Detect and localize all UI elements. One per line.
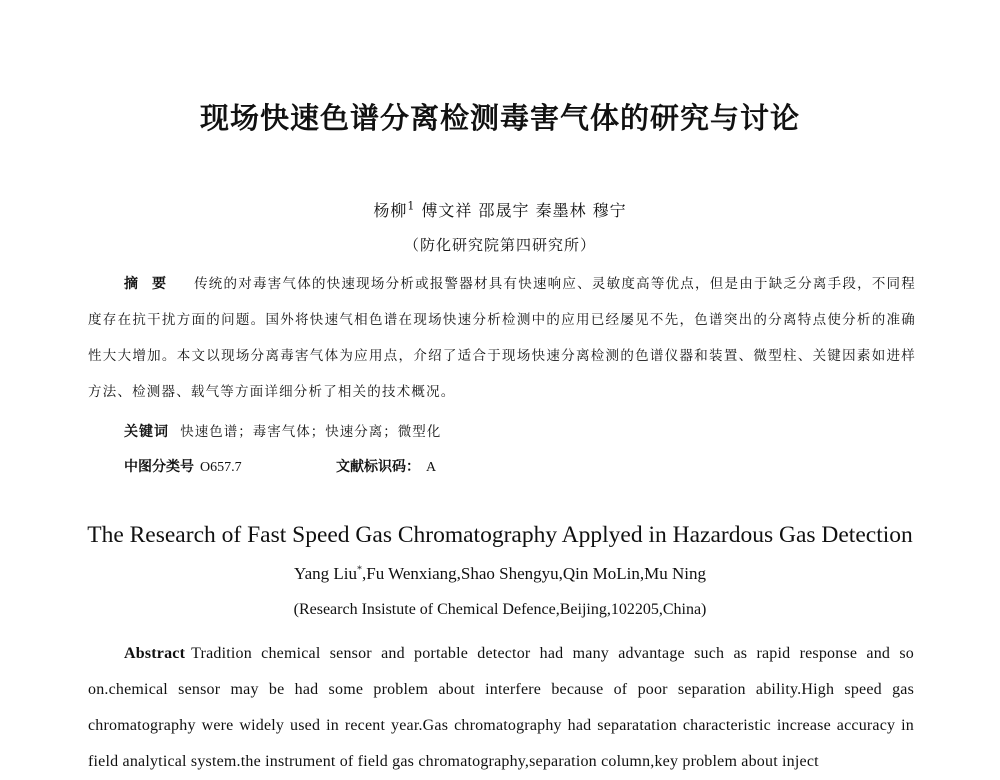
clc-value: O657.7 xyxy=(200,460,242,475)
other-authors-cn: 傅文祥 邵晟宇 秦墨林 穆宁 xyxy=(421,201,627,220)
english-authors xyxy=(0,564,1000,584)
author-mark-cn: 1 xyxy=(407,199,416,213)
author-mark-en: * xyxy=(357,564,362,576)
clc-label: 中图分类号 xyxy=(124,459,194,475)
keywords-label: 关键词 xyxy=(124,424,169,440)
english-title: The Research of Fast Speed Gas Chromatography Applyed in Hazardous Gas Detection xyxy=(87,522,913,548)
chinese-abstract xyxy=(88,266,916,410)
doc-code-label: 文献标识码： xyxy=(336,459,420,475)
first-author-cn: 杨柳 xyxy=(373,201,408,220)
chinese-title: 现场快速色谱分离检测毒害气体的研究与讨论 xyxy=(199,101,800,135)
keywords-text: 快速色谱；毒害气体；快速分离；微型化 xyxy=(180,424,442,440)
english-abstract-text: Tradition chemical sensor and portable detector had many advantage such as rapid response and so on.chemical sensor may be had some problem about interfere because of poor separation ability.High speed gas chromatography were widely used in recent year.Gas chromatography had separatation characteristic increase accuracy in field analytical system.the instrument of field gas chromatography,separation column,key problem about inject xyxy=(88,645,914,770)
english-abstract xyxy=(88,636,914,780)
english-abstract-label: Abstract xyxy=(124,645,186,662)
chinese-affiliation: （防化研究院第四研究所） xyxy=(403,236,596,254)
other-authors-en: ,Fu Wenxiang,Shao Shengyu,Qin MoLin,Mu Ning xyxy=(362,564,706,583)
english-affiliation: (Research Insistute of Chemical Defence,Beijing,102205,China) xyxy=(293,601,707,618)
chinese-abstract-text: 传统的对毒害气体的快速现场分析或报警器材具有快速响应、灵敏度高等优点，但是由于缺乏分离手段，不同程度存在抗干扰方面的问题。国外将快速气相色谱在现场快速分析检测中的应用已经屡见不先，色谱突出的分离特点使分析的准确性大大增加。本文以现场分离毒害气体为应用点，介绍了适合于现场快速分离检测的色谱仪器和装置、微型柱、关键因素如进样方法、检测器、载气等方面详细分析了相关的技术概况。 xyxy=(88,276,916,400)
doc-code xyxy=(336,456,436,476)
doc-code-value: A xyxy=(426,460,437,475)
chinese-authors xyxy=(0,198,1000,221)
keywords xyxy=(124,420,441,441)
first-author-en: Yang Liu xyxy=(294,564,357,583)
chinese-abstract-label: 摘要 xyxy=(124,276,181,292)
classification-row xyxy=(124,456,437,476)
